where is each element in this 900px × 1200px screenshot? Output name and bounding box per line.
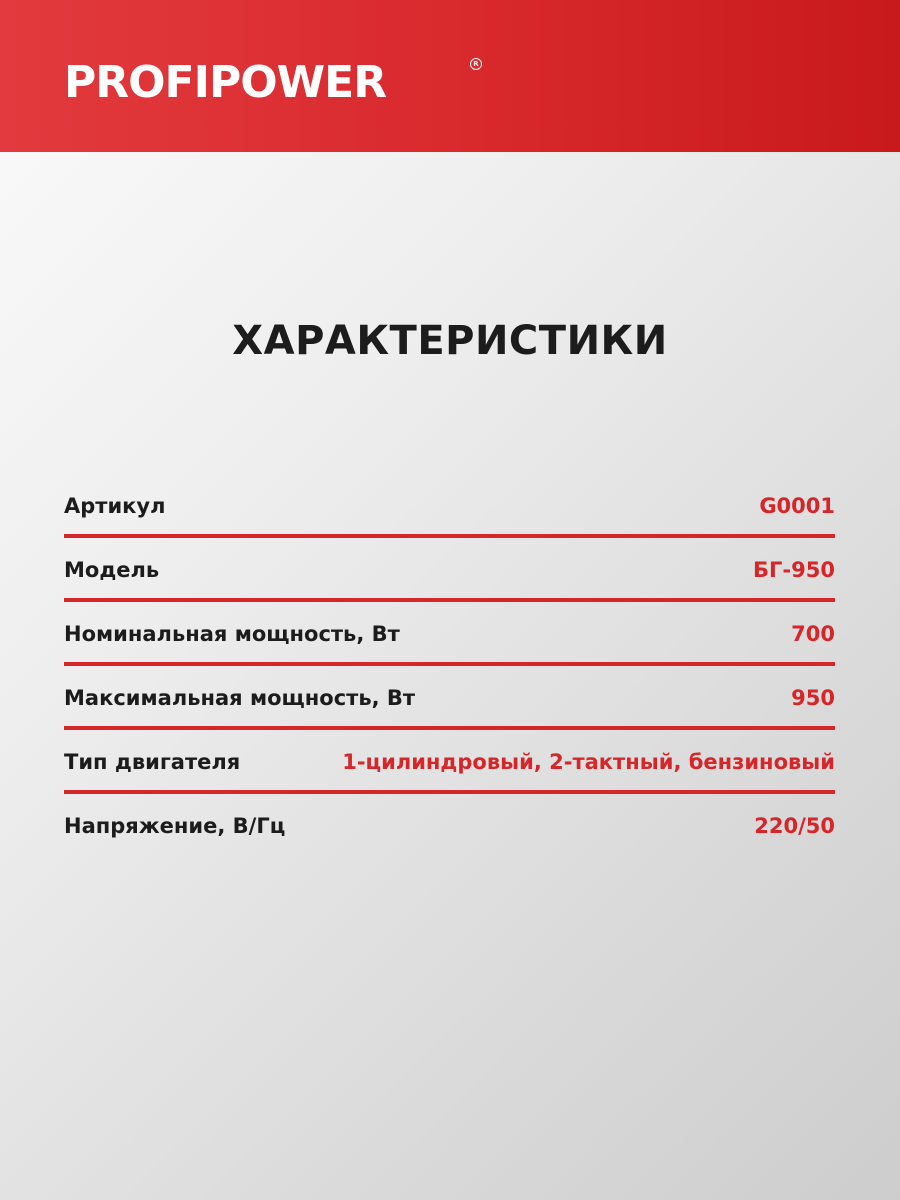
spec-row-article [64,474,835,538]
spec-label: Номинальная мощность, Вт [64,622,400,646]
spec-value: 700 [791,622,835,646]
specs-table [64,474,835,858]
spec-row-voltage [64,794,835,858]
brand-logo: PROFIPOWER [64,57,387,108]
registered-trademark-icon: R [470,58,482,70]
page-title: ХАРАКТЕРИСТИКИ [232,318,668,364]
spec-label: Модель [64,558,160,582]
spec-label: Тип двигателя [64,750,241,774]
spec-value: 950 [791,686,835,710]
spec-label: Максимальная мощность, Вт [64,686,416,710]
spec-value: БГ-950 [753,558,835,582]
spec-row-rated-power [64,602,835,666]
header-banner [0,0,900,152]
spec-row-max-power [64,666,835,730]
spec-label: Напряжение, В/Гц [64,814,286,838]
spec-value: G0001 [759,494,835,518]
spec-row-engine-type [64,730,835,794]
spec-value: 220/50 [754,814,835,838]
spec-row-model [64,538,835,602]
spec-value: 1-цилиндровый, 2-тактный, бензиновый [342,750,835,774]
spec-label: Артикул [64,494,166,518]
